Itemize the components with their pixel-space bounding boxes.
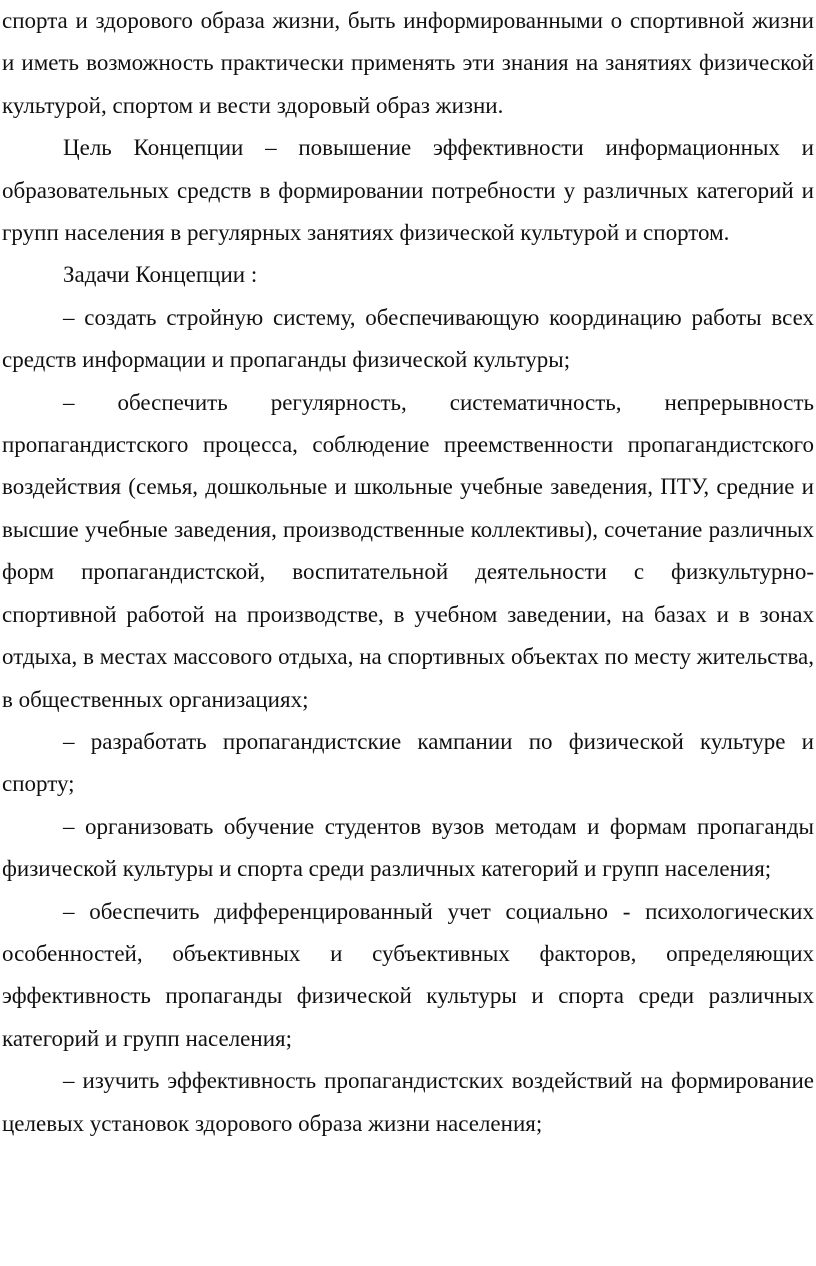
list-item-task-2: – обеспечить регулярность, систематичность, непрерывность пропагандистского процесса, соблюдение преемственности пропагандистского воздействия (семья, дошкольные и школьные учебные заведения, ПТУ, средние и высшие учебные заведения, производственные коллективы), сочетание различных форм пропагандистской, воспитательной деятельности с физкультурно-спортивной работой на производстве, в учебном заведении, на базах и в зонах отдыха, в местах массового отдыха, на спортивных объектах по месту жительства, в общественных организациях; <box>2 389 814 712</box>
paragraph-tasks-heading: Задачи Концепции : <box>63 262 258 288</box>
list-item-task-4: – организовать обучение студентов вузов методам и формам пропаганды физической культуры и спорта среди различных категорий и групп населения; <box>2 813 814 882</box>
paragraph-continuation: спорта и здорового образа жизни, быть информированными о спортивной жизни и иметь возможность практически применять эти знания на занятиях физической культурой, спортом и вести здоровый образ жизни. <box>2 8 814 118</box>
paragraph-goal: Цель Концепции – повышение эффективности информационных и образовательных средств в формировании потребности у различных категорий и групп населения в регулярных занятиях физической культурой и спортом. <box>2 135 814 246</box>
list-item-task-6: – изучить эффективность пропагандистских воздействий на формирование целевых установок здорового образа жизни населения; <box>2 1068 814 1136</box>
list-item-task-3: – разработать пропагандистские кампании по физической культуре и спорту; <box>2 728 814 797</box>
list-item-task-5: – обеспечить дифференцированный учет социально - психологических особенностей, объективных и субъективных факторов, определяющих эффективность пропаганды физической культуры и спорта среди различных категорий и групп населения; <box>2 898 814 1051</box>
list-item-task-1: – создать стройную систему, обеспечивающую координацию работы всех средств информации и пропаганды физической культуры; <box>2 304 814 373</box>
